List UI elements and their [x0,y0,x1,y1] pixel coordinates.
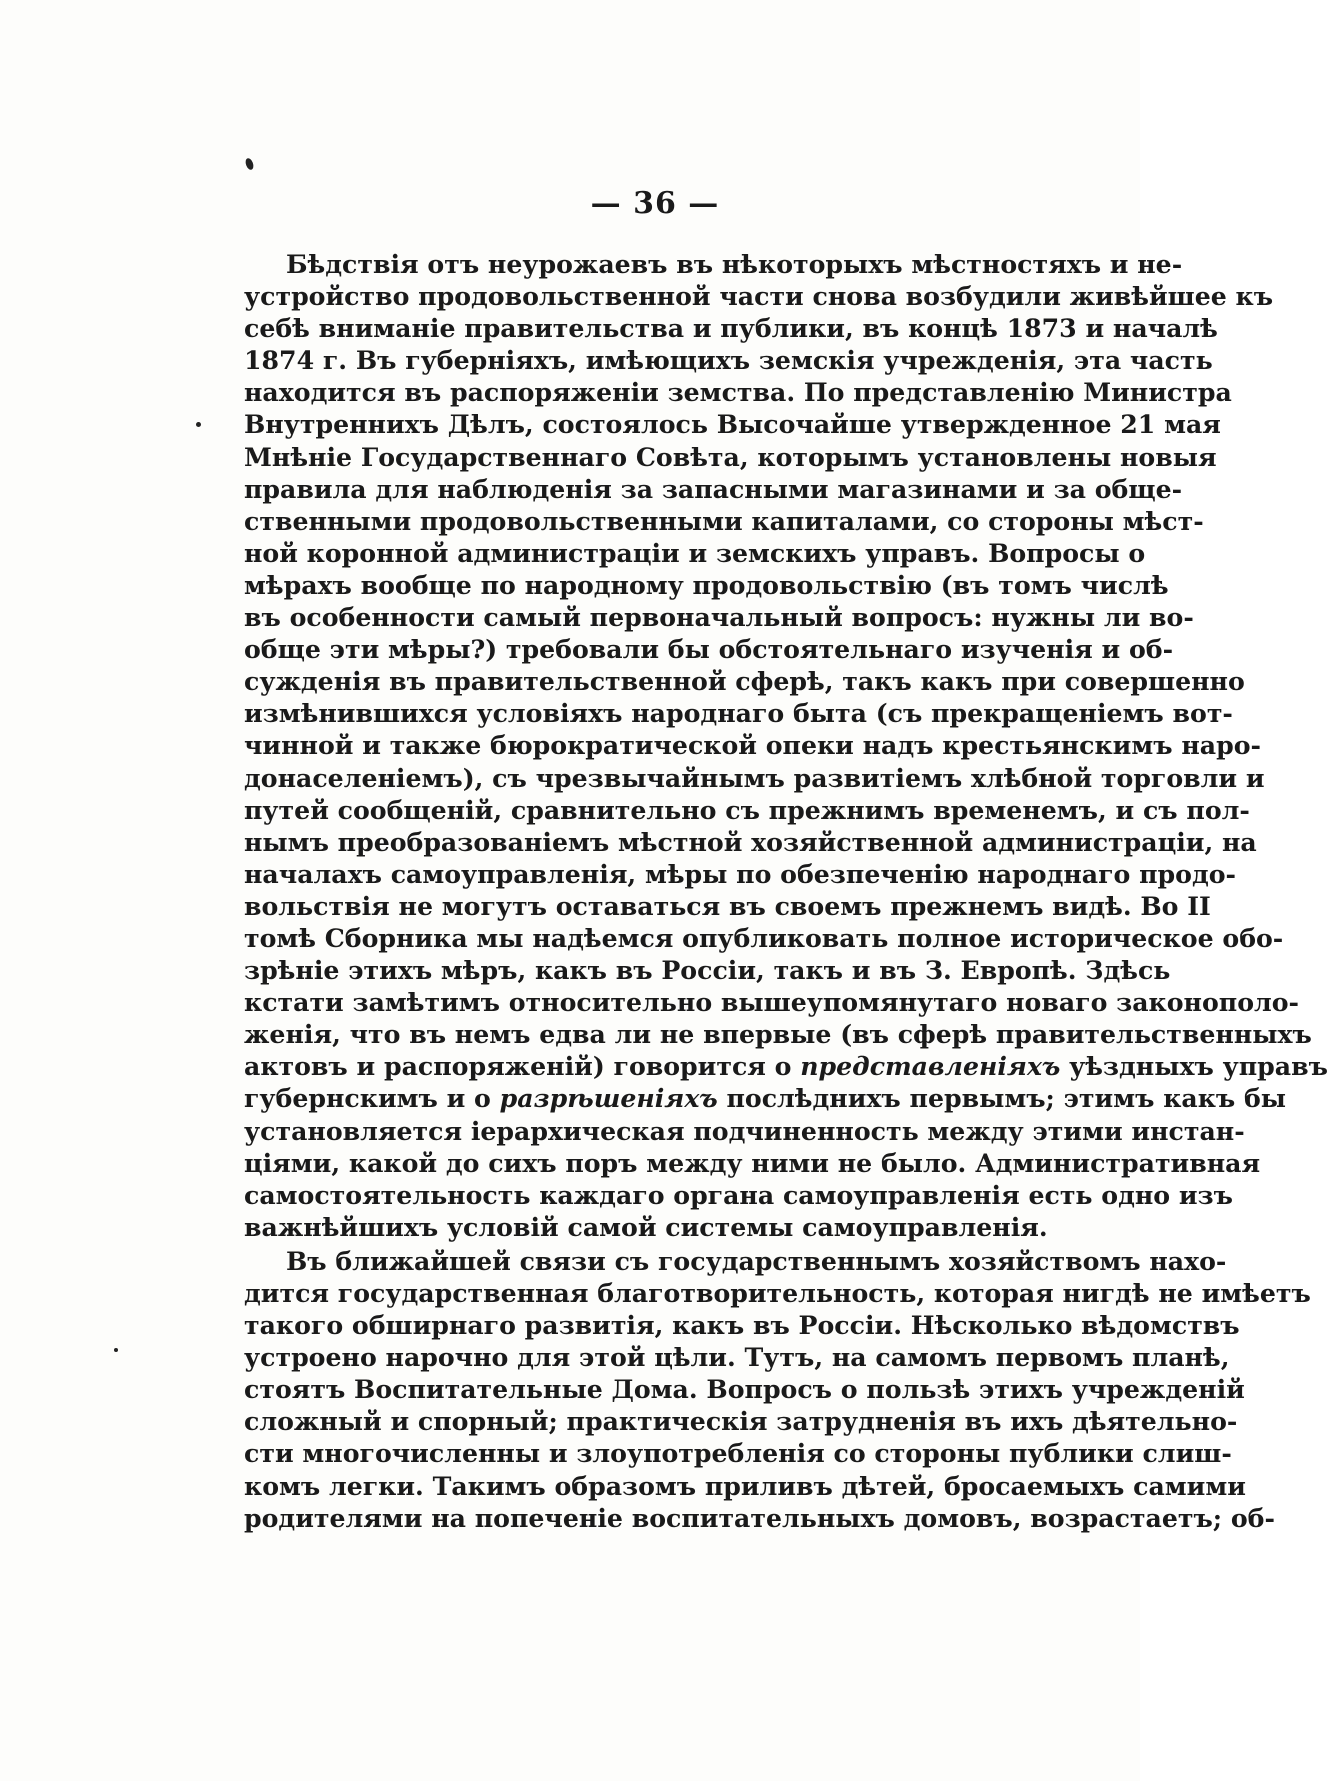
text-line: измѣнившихся условіяхъ народнаго быта (съ прекращеніемъ вот- [244,698,1233,729]
text-line: чинной и также бюрократической опеки надъ крестьянскимъ наро- [244,730,1261,761]
text-line: актовъ и распоряженій) говорится о представленіяхъ уѣздныхъ управъ [244,1051,1328,1082]
text-line: Въ ближайшей связи съ государственнымъ хозяйствомъ нахо- [286,1245,1227,1276]
text-line: установляется іерархическая подчиненность между этими инстан- [244,1115,1245,1146]
ink-speck [196,422,201,427]
text-line: находится въ распоряженіи земства. По представленію Министра [244,377,1232,408]
text-line: женія, что въ немъ едва ли не впервые (въ сферѣ правительственныхъ [244,1019,1312,1050]
text-line: путей сообщеній, сравнительно съ прежнимъ временемъ, и съ пол- [244,794,1250,825]
paragraph [244,1245,1311,1534]
text-line: ціями, какой до сихъ поръ между ними не было. Административная [244,1147,1261,1178]
text-line: себѣ вниманіе правительства и публики, въ концѣ 1873 и началѣ [244,313,1218,344]
text-line: сужденія въ правительственной сферѣ, такъ какъ при совершенно [244,666,1245,697]
text-line: устройство продовольственной части снова возбудили живѣйшее къ [244,281,1274,312]
text-line: Мнѣніе Государственнаго Совѣта, которымъ установлены новыя [244,441,1217,472]
text-line: Внутреннихъ Дѣлъ, состоялось Высочайше утвержденное 21 мая [244,409,1221,440]
ink-speck [114,1348,118,1352]
text-line: родителями на попеченіе воспитательныхъ домовъ, возрастаетъ; об- [244,1502,1275,1533]
emphasized-word: представленіяхъ [800,1051,1061,1082]
text-line: губернскимъ и о разрѣшеніяхъ послѣднихъ первымъ; этимъ какъ бы [244,1083,1287,1114]
text-line: дится государственная благотворительность, которая нигдѣ не имѣетъ [244,1278,1311,1308]
emphasized-word: разрѣшеніяхъ [499,1083,718,1114]
text-line: устроено нарочно для этой цѣли. Тутъ, на самомъ первомъ планѣ, [244,1342,1230,1373]
text-line: такого обширнаго развитія, какъ въ Россіи. Нѣсколько вѣдомствъ [244,1310,1240,1341]
text-line: правила для наблюденія за запасными магазинами и за обще- [244,473,1183,504]
paragraph [244,248,1328,1243]
text-line: зрѣніе этихъ мѣръ, какъ въ Россіи, такъ и въ З. Европѣ. Здѣсь [244,955,1171,986]
text-line: важнѣйшихъ условій самой системы самоуправленія. [244,1211,1048,1242]
text-line: вольствія не могутъ оставаться въ своемъ прежнемъ видѣ. Во II [244,890,1211,921]
text-line: комъ легки. Такимъ образомъ приливъ дѣтей, бросаемыхъ самими [244,1470,1246,1501]
text-line: сти многочисленны и злоупотребленія со стороны публики слиш- [244,1438,1232,1469]
text-line: 1874 г. Въ губерніяхъ, имѣющихъ земскія учрежденія, эта часть [244,345,1213,376]
text-line: началахъ самоуправленія, мѣры по обезпеченію народнаго продо- [244,858,1237,889]
ink-speck [244,157,255,171]
text-line: ственными продовольственными капиталами, со стороны мѣст- [244,505,1204,536]
text-line: стоятъ Воспитательные Дома. Вопросъ о пользѣ этихъ учрежденій [244,1374,1245,1405]
text-line: нымъ преобразованіемъ мѣстной хозяйственной администраціи, на [244,826,1257,857]
text-line: кстати замѣтимъ относительно вышеупомянутаго новаго законополо- [244,987,1300,1018]
text-line: томѣ Сборника мы надѣемся опубликовать полное историческое обо- [244,922,1284,953]
text-line: въ особенности самый первоначальный вопросъ: нужны ли во- [244,602,1194,633]
text-line: донаселеніемъ), съ чрезвычайнымъ развитіемъ хлѣбной торговли и [244,762,1265,793]
text-line: обще эти мѣры?) требовали бы обстоятельнаго изученія и об- [244,634,1174,665]
text-line: мѣрахъ вообще по народному продовольствію (въ томъ числѣ [244,569,1169,600]
text-line: сложный и спорный; практическія затрудненія въ ихъ дѣятельно- [244,1406,1238,1437]
text-line: ной коронной администраціи и земскихъ управъ. Вопросы о [244,537,1146,568]
text-line: Бѣдствія отъ неурожаевъ въ нѣкоторыхъ мѣстностяхъ и не- [286,249,1183,279]
text-body [244,248,1328,1534]
page-number: — 36 — [590,186,720,221]
text-line: самостоятельность каждаго органа самоуправленія есть одно изъ [244,1179,1233,1210]
